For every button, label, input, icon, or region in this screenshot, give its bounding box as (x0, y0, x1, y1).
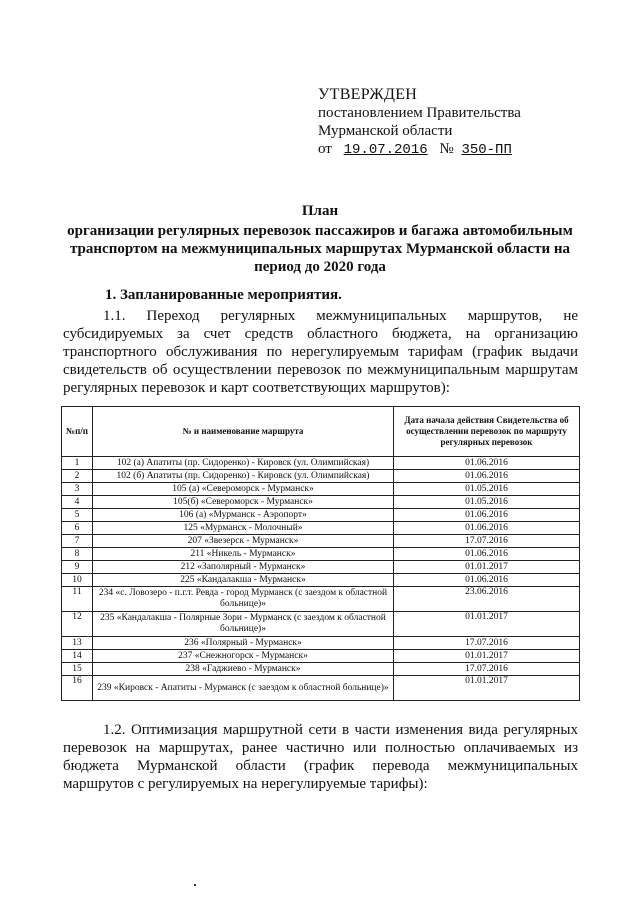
table-row (62, 587, 580, 612)
row-date: 01.01.2017 (394, 676, 580, 701)
row-num: 8 (62, 548, 93, 561)
row-route-name: 105(б) «Североморск - Мурманск» (93, 496, 394, 509)
plan-subtitle-line-3: период до 2020 года (254, 259, 386, 275)
header-start-date: Дата начала действия Свидетельства об осуществлении перевозок по маршруту регулярных перевозок (394, 407, 580, 457)
table-row (62, 663, 580, 676)
routes-table (61, 406, 580, 701)
row-num: 3 (62, 483, 93, 496)
table-row (62, 535, 580, 548)
row-route-name: 237 «Снежногорск - Мурманск» (93, 650, 394, 663)
row-num: 9 (62, 561, 93, 574)
row-route-name: 105 (а) «Североморск - Мурманск» (93, 483, 394, 496)
approval-number: 350-ПП (461, 142, 512, 158)
row-num: 2 (62, 470, 93, 483)
table-row (62, 574, 580, 587)
row-date: 17.07.2016 (394, 535, 580, 548)
paragraph-line: свидетельств об осуществлении перевозок по межмуниципальным маршрутам (63, 362, 578, 378)
row-num: 13 (62, 637, 93, 650)
row-date: 01.06.2016 (394, 509, 580, 522)
row-date: 17.07.2016 (394, 637, 580, 650)
row-route-name: 212 «Заполярный - Мурманск» (93, 561, 394, 574)
approval-number-label: № (439, 141, 454, 157)
table-row (62, 483, 580, 496)
row-num: 1 (62, 457, 93, 470)
plan-subtitle-line-1: организации регулярных перевозок пассажиров и багажа автомобильным (67, 223, 573, 239)
paragraph-line: бюджета Мурманской области (график перевода межмуниципальных (63, 758, 578, 774)
row-date: 01.06.2016 (394, 574, 580, 587)
table-row (62, 676, 580, 701)
table-row (62, 522, 580, 535)
row-route-name: 102 (а) Апатиты (пр. Сидоренко) - Кировск (ул. Олимпийская) (93, 457, 394, 470)
row-date: 01.06.2016 (394, 457, 580, 470)
paragraph-1-1 (63, 307, 578, 397)
table-row (62, 496, 580, 509)
table-row (62, 457, 580, 470)
paragraph-line: транспортного обслуживания по нерегулируемым тарифам (график выдачи (63, 344, 578, 360)
header-route-name: № и наименование маршрута (93, 407, 394, 457)
approval-line-2: Мурманской области (318, 123, 453, 139)
row-route-name: 125 «Мурманск - Молочный» (93, 522, 394, 535)
scan-speck (194, 884, 196, 886)
table-header-row (62, 407, 580, 457)
table-row (62, 548, 580, 561)
paragraph-line: регулярных перевозок и карт соответствующих маршрутов): (63, 380, 450, 396)
row-num: 12 (62, 612, 93, 637)
row-route-name: 102 (б) Апатиты (пр. Сидоренко) - Кировск (ул. Олимпийская) (93, 470, 394, 483)
row-date: 01.01.2017 (394, 650, 580, 663)
row-route-name: 106 (а) «Мурманск - Аэропорт» (93, 509, 394, 522)
row-date: 01.06.2016 (394, 548, 580, 561)
table-row (62, 637, 580, 650)
paragraph-line: маршрутов с регулируемых на нерегулируемые тарифы): (63, 776, 428, 792)
row-date: 23.06.2016 (394, 587, 580, 612)
row-num: 15 (62, 663, 93, 676)
row-num: 6 (62, 522, 93, 535)
row-route-name: 234 «с. Ловозеро - п.г.т. Ревда - город Мурманск (с заездом к областной больнице)» (93, 587, 394, 612)
paragraph-1-2 (63, 721, 578, 793)
approval-date-line (318, 140, 521, 159)
paragraph-line: 1.1. Переход регулярных межмуниципальных маршрутов, не (103, 308, 578, 324)
row-date: 01.01.2017 (394, 561, 580, 574)
plan-title: План (301, 203, 339, 219)
row-route-name: 239 «Кировск - Апатиты - Мурманск (с заездом к областной больнице)» (93, 676, 394, 701)
row-route-name: 225 «Кандалакша - Мурманск» (93, 574, 394, 587)
row-date: 17.07.2016 (394, 663, 580, 676)
paragraph-line: 1.2. Оптимизация маршрутной сети в части изменения вида регулярных (103, 722, 578, 738)
row-route-name: 211 «Никель - Мурманск» (93, 548, 394, 561)
row-num: 4 (62, 496, 93, 509)
approval-line-1: постановлением Правительства (318, 105, 521, 121)
row-date: 01.06.2016 (394, 522, 580, 535)
row-num: 16 (62, 676, 93, 701)
row-route-name: 207 «Звезерск - Мурманск» (93, 535, 394, 548)
row-date: 01.01.2017 (394, 612, 580, 637)
paragraph-line: субсидируемых за счет средств областного бюджета, на организацию (63, 326, 578, 342)
section-heading: 1. Запланированные мероприятия. (105, 287, 342, 303)
row-num: 5 (62, 509, 93, 522)
header-num: №п/п (62, 407, 93, 457)
row-num: 11 (62, 587, 93, 612)
row-route-name: 235 «Кандалакша - Полярные Зори - Мурманск (с заездом к областной больнице)» (93, 612, 394, 637)
row-num: 7 (62, 535, 93, 548)
plan-subtitle-line-2: транспортом на межмуниципальных маршрутах Мурманской области на (70, 241, 570, 257)
approval-heading: УТВЕРЖДЕН (318, 86, 418, 103)
table-row (62, 561, 580, 574)
row-date: 01.05.2016 (394, 496, 580, 509)
approval-stamp (318, 86, 521, 159)
paragraph-line: перевозок на маршрутах, ранее частично или полностью оплачиваемых из (63, 740, 578, 756)
row-route-name: 238 «Гаджиево - Мурманск» (93, 663, 394, 676)
row-route-name: 236 «Полярный - Мурманск» (93, 637, 394, 650)
row-num: 14 (62, 650, 93, 663)
table-row (62, 509, 580, 522)
table-row (62, 470, 580, 483)
table-row (62, 612, 580, 637)
row-date: 01.06.2016 (394, 470, 580, 483)
approval-date: 19.07.2016 (343, 142, 428, 158)
row-num: 10 (62, 574, 93, 587)
row-date: 01.05.2016 (394, 483, 580, 496)
approval-from-label: от (318, 141, 332, 157)
table-row (62, 650, 580, 663)
